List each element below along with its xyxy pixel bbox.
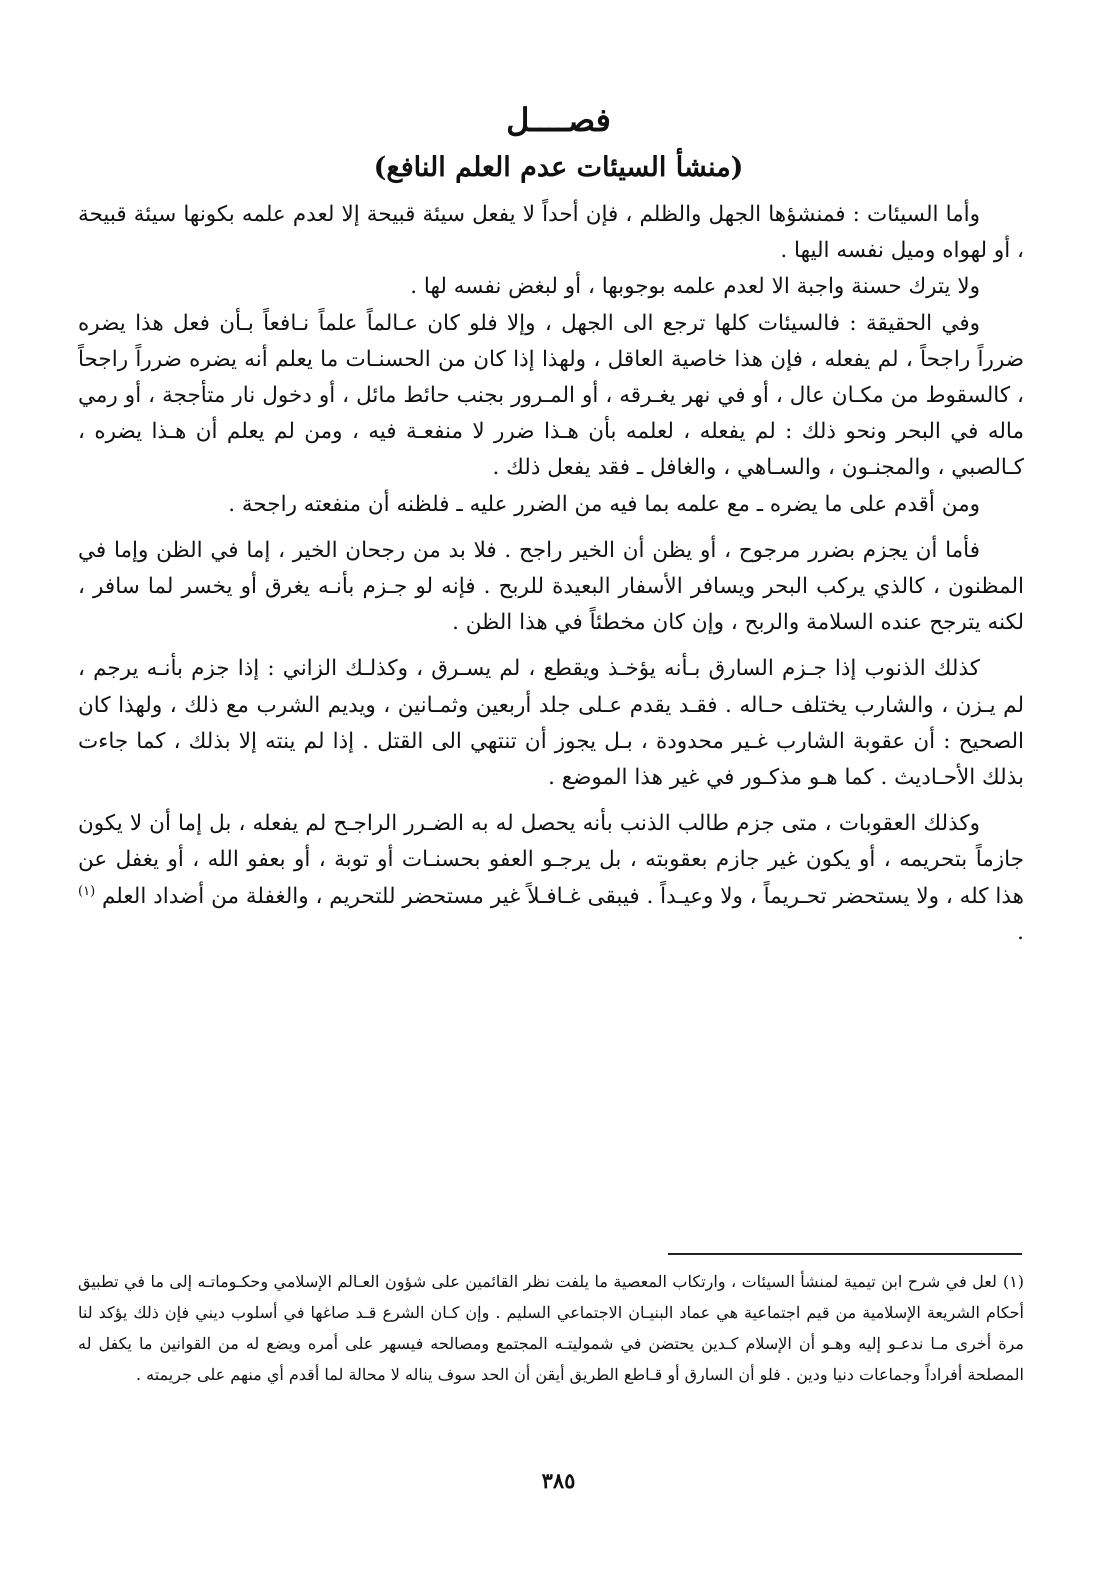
footnote-marker: (١) [1002,1272,1024,1291]
paragraph-3: وفي الحقيقة : فالسيئات كلها ترجع الى الجهل ، وإلا فلو كان عـالماً علماً نـافعاً بـأن فعل هذا يضره ضرراً راجحاً ، لم يفعله ، فإن هذا خاصية العاقل ، ولهذا إذا كان من الحسنـات ما يعلم أنه يضره ضرراً راجحاً ، كالسقوط من مكـان عال ، أو في نهر يغـرقه ، أو المـرور بجنب حائط مائل ، أو دخول نار متأججة ، أو رمي ماله في البحر ونحو ذلك : لم يفعله ، لعلمه بأن هـذا ضرر لا منفعـة فيه ، ومن لم يعلم أن هـذا يضره ، كـالصبي ، والمجنـون ، والسـاهي ، والغافل ـ فقد يفعل ذلك . [78,310,1024,481]
footnote-reference[interactable]: (١) [78,883,96,899]
paragraph-7-end: . [1017,919,1024,945]
section-title: فصــــل [506,101,611,139]
paragraph-6: كذلك الذنوب إذا جـزم السارق بـأنه يؤخـذ ويقطع ، لم يسـرق ، وكذلـك الزاني : إذا جزم بأنـه يرجم ، لم يـزن ، والشارب يختلف حـاله . فقـد يقدم عـلى جلد أربعين وثمـانين ، ويديم الشرب مع ذلك ، ولهذا كان الصحيح : أن عقوبة الشارب غـير محدودة ، بـل يجوز أن تنتهي الى القتل . إذا لم ينته إلا بذلك ، كما جاءت بذلك الأحـاديث . كما هـو مذكـور في غير هذا الموضع . [78,656,1024,791]
paragraph-4: ومن أقدم على ما يضره ـ مع علمه بما فيه من الضرر عليه ـ فلظنه أن منفعته راجحة . [228,491,980,517]
paragraph-7 [78,806,1024,951]
main-text [78,197,1024,951]
footnote-separator [668,1253,1022,1255]
section-subtitle: (منشأ السيئات عدم العلم النافع) [373,152,744,183]
page-number: ٣٨٥ [541,1468,576,1493]
footnote-text: لعل في شرح ابن تيمية لمنشأ السيئات ، وارتكاب المعصية ما يلفت نظر القائمين على شؤون العـالم الإسلامي وحكـوماتـه إلى ما في تطبيق أحكام الشريعة الإسلامية من قيم اجتماعية هي عماد البنيـان الاجتماعي السليم . وإن كـان الشرع قـد صاغها في أسلوب ديني فإن ذلك يؤكد لنا مرة أخرى مـا ندعـو إليه وهـو أن الإسلام كـدين يحتضن في شموليتـه المجتمع ومصالحه فيسهر على أمره ويضع له من القوانين ما يكفل له المصلحة أفراداً وجماعات دنيا ودين . فلو أن السارق أو قـاطع الطريق أيقن أن الحد سوف يناله لا محالة لما أقدم أي منهم على جريمته . [78,1272,1024,1384]
paragraph-5: فأما أن يجزم بضرر مرجوح ، أو يظن أن الخير راجح . فلا بد من رجحان الخير ، إما في الظن وإما في المظنون ، كالذي يركب البحر ويسافر الأسفار البعيدة للربح . فإنه لو جـزم بأنـه يغرق أو يخسر لما سافر ، لكنه يترجح عنده السلامة والربح ، وإن كان مخطئاً في هذا الظن . [78,537,1024,636]
paragraph-7-text: وكذلك العقوبات ، متى جزم طالب الذنب بأنه يحصل له به الضـرر الراجـح لم يفعله ، بل إما أن لا يكون جازماً بتحريمه ، أو يكون غير جازم بعقوبته ، بل يرجـو العفو بحسنـات أو توبة ، أو بعفو الله ، أو يغفل عن هذا كله ، ولا يستحضر تحـريماً ، ولا وعيـداً . فيبقى غـافـلاً غير مستحضر للتحريم ، والغفلة من أضداد العلم [78,811,1024,909]
footnotes [78,1266,1024,1390]
footnote-1 [78,1266,1024,1390]
paragraph-1: وأما السيئات : فمنشؤها الجهل والظلم ، فإن أحداً لا يفعل سيئة قبيحة إلا لعدم علمه بكونها سيئة قبيحة ، أو لهواه وميل نفسه اليها . [78,202,1024,264]
paragraph-2: ولا يترك حسنة واجبة الا لعدم علمه بوجوبها ، أو لبغض نفسه لها . [410,274,980,300]
